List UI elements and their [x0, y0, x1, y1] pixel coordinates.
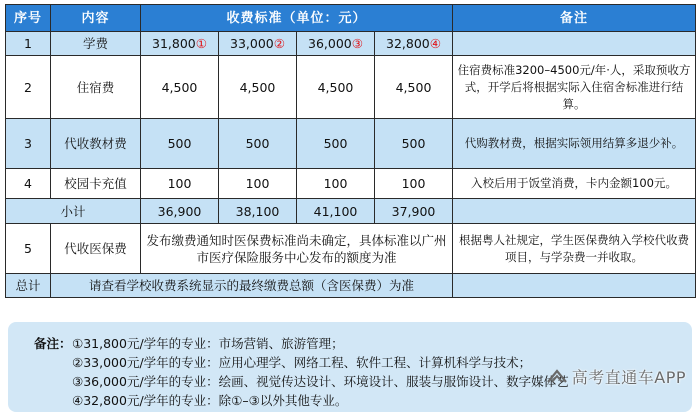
table-row-subtotal — [6, 199, 696, 224]
row-seq: 3 — [6, 119, 51, 169]
subtotal-note — [453, 199, 696, 224]
fee-cell: 100 — [375, 169, 453, 199]
table-row-medical — [6, 224, 696, 274]
app-logo-icon — [546, 368, 568, 386]
header-seq: 序号 — [6, 5, 51, 32]
row-note: 入校后用于饭堂消费，卡内金额100元。 — [453, 169, 696, 199]
table-row-accommodation — [6, 56, 696, 119]
fee-cell: 500 — [375, 119, 453, 169]
subtotal-cell: 37,900 — [375, 199, 453, 224]
fee-cell: 36,000③ — [297, 32, 375, 56]
subtotal-label: 小计 — [6, 199, 141, 224]
fee-cell: 4,500 — [297, 56, 375, 119]
row-name: 代收医保费 — [51, 224, 141, 274]
note-line-1: ①31,800元/学年的专业：市场营销、旅游管理； — [72, 336, 344, 351]
fee-cell: 4,500 — [375, 56, 453, 119]
header-fee-standard: 收费标准（单位：元） — [141, 5, 453, 32]
table-row-total — [6, 274, 696, 298]
fee-cell: 31,800① — [141, 32, 219, 56]
row-name: 代收教材费 — [51, 119, 141, 169]
fee-cell: 100 — [141, 169, 219, 199]
fee-cell: 100 — [297, 169, 375, 199]
note-line-2: ②33,000元/学年的专业：应用心理学、网络工程、软件工程、计算机科学与技术； — [72, 355, 532, 370]
row-note: 住宿费标准3200–4500元/年·人，采取预收方式，开学后将根据实际入住宿舍标准进行结算。 — [453, 56, 696, 119]
notes-title: 备注： — [34, 336, 72, 351]
subtotal-cell: 36,900 — [141, 199, 219, 224]
table-header-row — [6, 5, 696, 32]
header-remarks: 备注 — [453, 5, 696, 32]
total-label: 总计 — [6, 274, 51, 298]
fee-cell: 100 — [219, 169, 297, 199]
watermark — [546, 365, 686, 388]
subtotal-cell: 41,100 — [297, 199, 375, 224]
total-text: 请查看学校收费系统显示的最终缴费总额（含医保费）为准 — [51, 274, 453, 298]
row-name: 住宿费 — [51, 56, 141, 119]
table-row-textbook — [6, 119, 696, 169]
note-line-4: ④32,800元/学年的专业：除①–③以外其他专业。 — [72, 393, 348, 408]
fee-cell: 500 — [141, 119, 219, 169]
fee-table — [5, 4, 696, 298]
fee-cell: 500 — [219, 119, 297, 169]
row-seq: 4 — [6, 169, 51, 199]
fee-cell: 32,800④ — [375, 32, 453, 56]
row-seq: 2 — [6, 56, 51, 119]
row-note — [453, 32, 696, 56]
table-row-campus-card — [6, 169, 696, 199]
row-name: 校园卡充值 — [51, 169, 141, 199]
table-row-tuition — [6, 32, 696, 56]
row-note: 代购教材费，根据实际领用结算多退少补。 — [453, 119, 696, 169]
watermark-text: 高考直通车APP — [571, 368, 686, 387]
subtotal-cell: 38,100 — [219, 199, 297, 224]
note-line-3: ③36,000元/学年的专业：绘画、视觉传达设计、环境设计、服装与服饰设计、数字媒体艺 — [72, 374, 569, 389]
fee-cell: 4,500 — [219, 56, 297, 119]
row-seq: 5 — [6, 224, 51, 274]
row-name: 学费 — [51, 32, 141, 56]
fee-cell: 33,000② — [219, 32, 297, 56]
row-seq: 1 — [6, 32, 51, 56]
total-note — [453, 274, 696, 298]
fee-cell: 500 — [297, 119, 375, 169]
medical-fee-text: 发布缴费通知时医保费标准尚未确定，具体标准以广州市医疗保险服务中心发布的额度为准 — [141, 224, 453, 274]
header-content: 内容 — [51, 5, 141, 32]
fee-cell: 4,500 — [141, 56, 219, 119]
row-note: 根据粤人社规定，学生医保费纳入学校代收费项目，与学杂费一并收取。 — [453, 224, 696, 274]
